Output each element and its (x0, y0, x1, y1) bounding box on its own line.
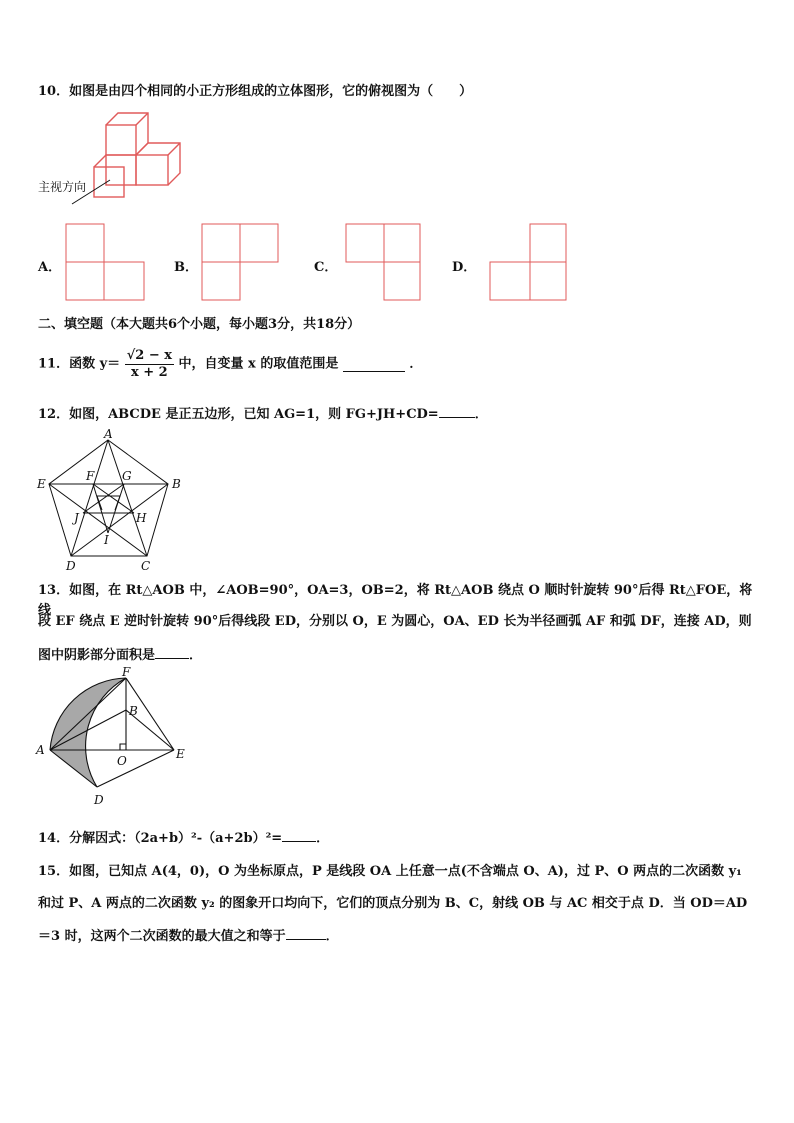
q11-end: ． (409, 356, 423, 372)
q11-suffix: 中，自变量 x 的取值范围是 (178, 356, 339, 372)
q13-label-a: A (36, 743, 45, 757)
q13-answer-blank[interactable] (155, 645, 189, 659)
q13-label-f: F (122, 665, 131, 679)
q10-option-a-figure (66, 224, 146, 302)
q12-answer-blank[interactable] (439, 404, 475, 418)
section2-heading: 二、填空题（本大题共6个小题，每小题3分，共18分） (38, 317, 361, 332)
q11-fraction (125, 348, 174, 381)
q15-line2: 和过 P、A 两点的二次函数 y₂ 的图象开口均向下，它们的顶点分别为 B、C，射线 OB 与 AC 相交于点 D．当 OD＝AD (38, 896, 748, 911)
q15-line1: 15．如图，已知点 A(4，0)，O 为坐标原点，P 是线段 OA 上任意一点(不含端点 O、A)，过 P、O 两点的二次函数 y₁ (38, 864, 742, 879)
q14-end: ． (316, 831, 330, 846)
q15-line3-wrap (38, 926, 758, 947)
q12-label-d: D (66, 559, 76, 573)
q10-option-c-figure (346, 224, 426, 302)
q12-pentagon-figure (36, 428, 186, 574)
q12-text: 12．如图，ABCDE 是正五边形，已知 AG=1，则 FG+JH+CD= (38, 407, 439, 422)
q15-end: ． (325, 929, 339, 944)
q10-direction-label: 主视方向 (38, 180, 87, 194)
q15-line3: ＝3 时，这两个二次函数的最大值之和等于 (38, 929, 286, 944)
q13-label-e: E (176, 747, 185, 761)
q12 (38, 404, 758, 425)
q12-label-g: G (122, 469, 132, 483)
q13-end: ． (189, 648, 203, 663)
q11-denominator: x + 2 (130, 365, 168, 380)
q10-option-b-label: B． (174, 260, 198, 275)
q13-line1: 13．如图，在 Rt△AOB 中，∠AOB=90°，OA=3，OB=2，将 Rt△AOB 绕点 O 顺时针旋转 90°后得 Rt△FOE，将线 (38, 583, 753, 618)
q11-numerator: √2 − x (126, 348, 172, 363)
q13-label-d: D (94, 793, 104, 807)
q13-label-o: O (117, 754, 127, 768)
q15-answer-blank[interactable] (286, 926, 326, 940)
q12-label-e: E (37, 477, 46, 491)
q12-end: ． (474, 407, 488, 422)
q13-line2: 段 EF 绕点 E 逆时针旋转 90°后得线段 ED，分别以 O，E 为圆心，OA、ED 长为半径画弧 AF 和弧 DF，连接 AD，则 (38, 614, 752, 629)
q12-label-b: B (172, 477, 181, 491)
q12-label-j: J (74, 511, 79, 525)
q12-label-c: C (141, 559, 151, 573)
q12-label-h: H (136, 511, 147, 525)
q12-label-f: F (86, 469, 95, 483)
q13-line3: 图中阴影部分面积是 (38, 648, 156, 663)
q10-option-d-label: D． (452, 260, 477, 275)
q14-text: 14．分解因式：（2a+b）²-（a+2b）²= (38, 831, 283, 846)
q11-prefix: 11．函数 y＝ (38, 356, 121, 372)
q11 (38, 348, 422, 381)
q13-figure (34, 665, 194, 812)
q12-label-a: A (104, 427, 113, 441)
q10-option-a-label: A． (38, 260, 62, 275)
q13-label-b: B (129, 704, 138, 718)
q10-option-d-figure (490, 224, 570, 302)
q10-option-c-label: C． (314, 260, 338, 275)
q12-label-i: I (104, 533, 109, 547)
q10-option-b-figure (202, 224, 282, 302)
q14-answer-blank[interactable] (282, 828, 316, 842)
q11-answer-blank[interactable] (343, 358, 405, 372)
q14 (38, 828, 758, 849)
q13-line3-wrap (38, 645, 758, 666)
q10-text: 10．如图是由四个相同的小正方形组成的立体图形，它的俯视图为（ ） (38, 84, 473, 99)
